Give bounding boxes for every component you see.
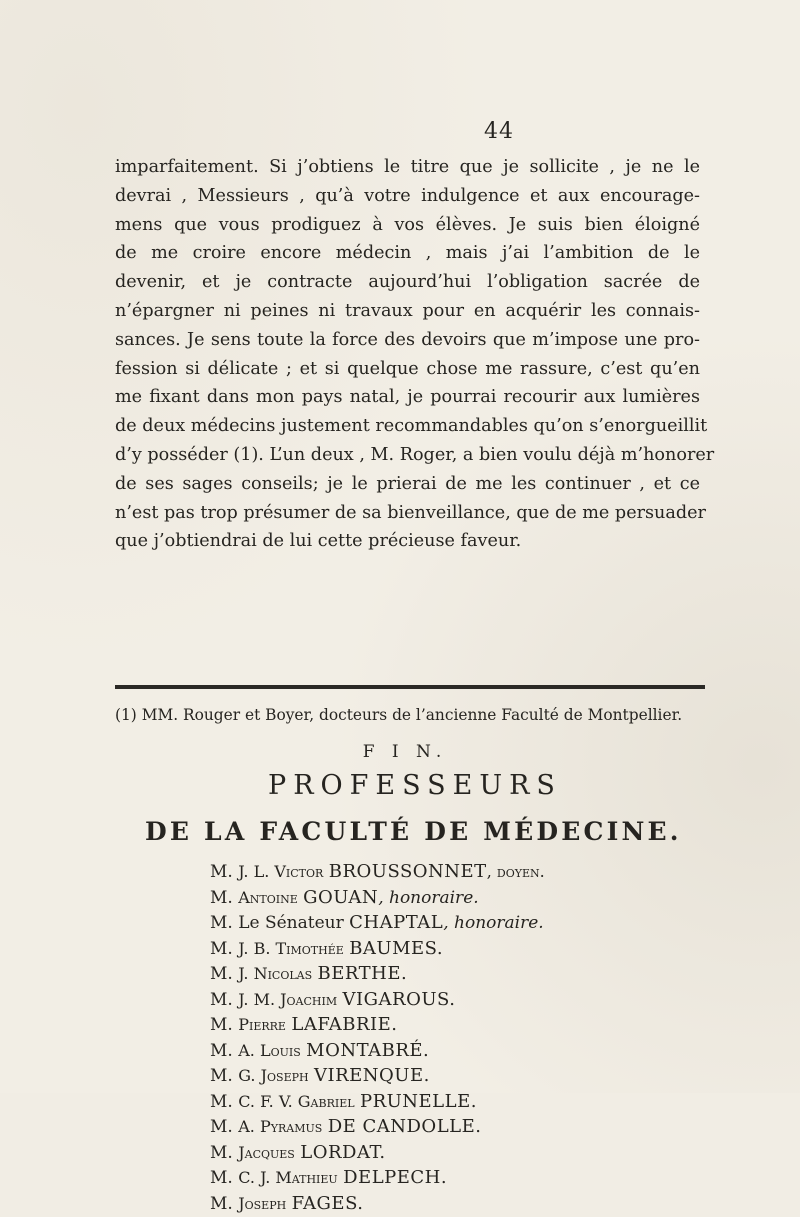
- professor-surname: VIGAROUS.: [342, 988, 456, 1010]
- professor-surname: BERTHE.: [317, 963, 408, 984]
- body-line: devrai , Messieurs , qu’à votre indulgence et aux encourage-: [115, 185, 700, 206]
- professor-title: M.: [210, 1168, 233, 1188]
- professor-surname: LAFABRIE.: [291, 1014, 398, 1035]
- professor-entry: [210, 1089, 730, 1115]
- professor-surname: GOUAN: [303, 886, 379, 908]
- professor-surname: BROUSSONNET: [328, 861, 487, 882]
- professor-given-name: Joseph: [238, 1193, 287, 1213]
- professor-entry: [210, 1038, 730, 1064]
- professor-entry: [210, 1114, 730, 1140]
- professor-given-name: Pierre: [238, 1015, 286, 1034]
- professor-title: M.: [210, 1066, 233, 1086]
- professor-entry: [210, 987, 730, 1013]
- body-line: devenir, et je contracte aujourd’hui l’obligation sacrée de: [115, 272, 700, 293]
- professor-entry: [210, 885, 730, 911]
- professor-entry: [210, 1063, 730, 1089]
- professor-title: M.: [210, 938, 233, 959]
- body-line: sances. Je sens toute la force des devoirs que m’impose une pro-: [115, 329, 700, 350]
- body-line: de deux médecins justement recommandables qu’on s’enorgueillit: [115, 416, 708, 437]
- body-line: d’y posséder (1). L’un deux , M. Roger, a bien voulu déjà m’honorer: [115, 444, 715, 465]
- page-number: 44: [484, 119, 514, 144]
- body-line: mens que vous prodiguez à vos élèves. Je suis bien éloigné: [115, 214, 700, 235]
- body-line: me fixant dans mon pays natal, je pourrai recourir aux lumières: [115, 387, 700, 408]
- professor-given-name: J. L. Victor: [238, 862, 324, 881]
- professor-given-name: A. Pyramus: [238, 1117, 323, 1136]
- professor-entry: [210, 859, 730, 885]
- professor-title: M.: [210, 887, 233, 908]
- professor-entry: [210, 1140, 730, 1166]
- professor-entry: [210, 936, 730, 962]
- professor-title: M.: [210, 913, 233, 933]
- body-line: n’épargner ni peines ni travaux pour en acquérir les connais-: [115, 300, 700, 321]
- professor-surname: BAUMES.: [349, 937, 444, 959]
- footnote-divider: [115, 685, 705, 689]
- professor-surname: DELPECH.: [343, 1167, 448, 1188]
- professor-entry: [210, 1191, 730, 1217]
- professor-role: , honoraire.: [443, 913, 544, 933]
- footnote: (1) MM. Rouger et Boyer, docteurs de l’ancienne Faculté de Montpellier.: [115, 706, 683, 724]
- professor-title: M.: [210, 1142, 233, 1163]
- professor-given-name: Antoine: [238, 887, 298, 907]
- professor-title: M.: [210, 989, 233, 1010]
- professor-entry: [210, 1165, 730, 1191]
- professor-given-name: Le Sénateur: [238, 913, 344, 933]
- professor-title: M.: [210, 1117, 233, 1137]
- body-line: n’est pas trop présumer de sa bienveillance, que de me persuader: [115, 502, 706, 523]
- professor-title: M.: [210, 964, 233, 984]
- professor-given-name: A. Louis: [238, 1040, 301, 1060]
- professor-given-name: J. B. Timothée: [238, 938, 344, 958]
- professor-title: M.: [210, 1040, 233, 1061]
- professor-given-name: J. Nicolas: [238, 964, 313, 983]
- professor-entry: [210, 910, 730, 936]
- professor-surname: DE CANDOLLE.: [327, 1116, 482, 1137]
- professor-given-name: J. M. Joachim: [238, 989, 338, 1009]
- professor-given-name: G. Joseph: [238, 1066, 309, 1085]
- professor-title: M.: [210, 1015, 233, 1035]
- professor-surname: CHAPTAL: [349, 912, 444, 933]
- professor-entry: [210, 1012, 730, 1038]
- professor-given-name: Jacques: [238, 1142, 295, 1162]
- body-line: de me croire encore médecin , mais j’ai l’ambition de le: [115, 243, 700, 264]
- professor-list: [210, 859, 730, 1216]
- professor-title: M.: [210, 862, 233, 882]
- professor-entry: [210, 961, 730, 987]
- professor-surname: PRUNELLE.: [359, 1090, 477, 1112]
- faculty-heading: DE LA FACULTÉ DE MÉDECINE.: [145, 817, 682, 846]
- body-line: de ses sages conseils; je le prierai de me les continuer , et ce: [115, 473, 700, 494]
- professor-surname: LORDAT.: [300, 1141, 386, 1163]
- body-line: que j’obtiendrai de lui cette précieuse faveur.: [115, 531, 522, 552]
- body-paragraph: [115, 153, 715, 556]
- body-line: imparfaitement. Si j’obtiens le titre que je sollicite , je ne le: [115, 157, 700, 177]
- professor-given-name: C. J. Mathieu: [238, 1168, 338, 1187]
- professor-surname: VIRENQUE.: [314, 1065, 430, 1086]
- professor-title: M.: [210, 1091, 233, 1112]
- professor-surname: MONTABRÉ.: [306, 1039, 430, 1061]
- fin-label: F I N.: [362, 742, 448, 762]
- professor-given-name: C. F. V. Gabriel: [238, 1091, 355, 1111]
- professor-title: M.: [210, 1193, 233, 1214]
- professors-heading: PROFESSEURS: [268, 770, 562, 801]
- professor-role: , doyen.: [486, 862, 545, 881]
- professor-role: , honoraire.: [378, 887, 479, 908]
- body-line: fession si délicate ; et si quelque chose me rassure, c’est qu’en: [115, 358, 700, 379]
- professor-surname: FAGES.: [291, 1192, 364, 1214]
